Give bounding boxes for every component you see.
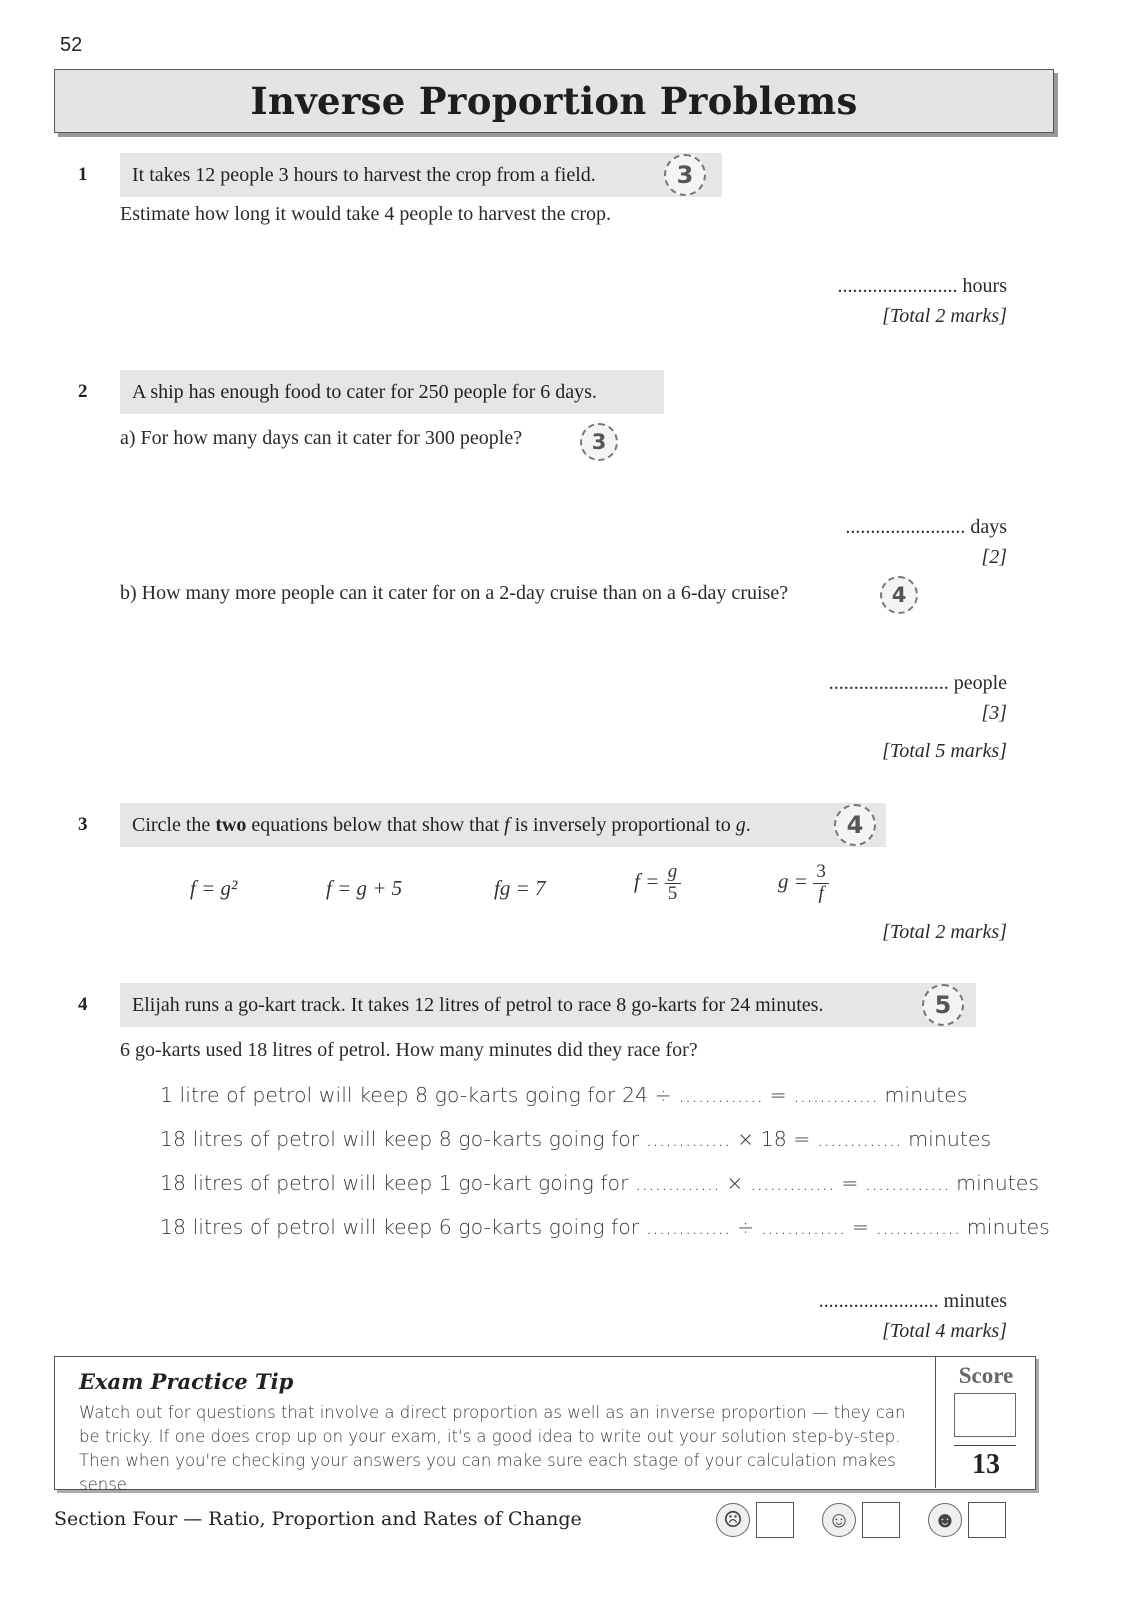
equation-option-4[interactable]: f = $\frac{g}{5}$ <box>634 862 681 905</box>
question-2b-text: b) How many more people can it cater for on a 2-day cruise than on a 6-day cruise? <box>120 582 789 604</box>
score-label: Score <box>958 1363 1014 1388</box>
question-4-answer-line[interactable]: ........................ minutes <box>818 1290 1007 1312</box>
question-1-number: 1 <box>78 164 88 185</box>
working-line-4[interactable]: 18 litres of petrol will keep 6 go-karts going for ............. ÷ ............. = ............. minutes <box>160 1215 1050 1239</box>
section-footer: Section Four — Ratio, Proportion and Rates of Change <box>54 1508 582 1530</box>
question-4-text: 6 go-karts used 18 litres of petrol. How many minutes did they race for? <box>120 1039 698 1061</box>
equation-option-5[interactable]: g = $\frac{3}{f}$ <box>778 862 829 905</box>
grade-4-icon: 4 <box>880 576 918 614</box>
grade-3-icon: 3 <box>664 154 706 196</box>
question-4-prompt-band <box>120 983 976 1027</box>
neutral-face-icon: ☺ <box>822 1503 856 1537</box>
question-2-total-marks: [Total 5 marks] <box>882 740 1007 762</box>
title-banner <box>54 69 1054 133</box>
question-2-prompt-band <box>120 370 664 414</box>
unhappy-tick-box[interactable] <box>756 1502 794 1538</box>
exam-tip-box <box>54 1356 1036 1494</box>
question-2a-text: a) For how many days can it cater for 300 people? <box>120 427 523 449</box>
happy-face-icon: ☻ <box>928 1503 962 1537</box>
exam-tip-text: Watch out for questions that involve a direct proportion as well as an inverse proportion — they can be tricky. If one does crop up on your exam, it's a good idea to write out your solution step-by-step. Then when you're checking your answers you can make sure each stage of your calculation makes sense. <box>79 1403 906 1494</box>
question-1-total-marks: [Total 2 marks] <box>882 305 1007 327</box>
working-line-3[interactable]: 18 litres of petrol will keep 1 go-kart going for ............. × ............. = ............. minutes <box>160 1171 1040 1195</box>
question-4-number: 4 <box>78 994 88 1015</box>
working-line-2[interactable]: 18 litres of petrol will keep 8 go-karts going for ............. × 18 = ............. minutes <box>160 1127 992 1151</box>
unhappy-face-icon: ☹ <box>716 1503 750 1537</box>
equation-option-1[interactable]: f = g² <box>190 876 238 900</box>
question-1-answer-line[interactable]: ........................ hours <box>837 275 1007 297</box>
question-2a-marks: [2] <box>981 546 1007 568</box>
question-4-total-marks: [Total 4 marks] <box>882 1320 1007 1342</box>
question-1-text: Estimate how long it would take 4 people to harvest the crop. <box>120 203 611 225</box>
neutral-tick-box[interactable] <box>862 1502 900 1538</box>
page-number: 52 <box>60 34 83 56</box>
equation-option-2[interactable]: f = g + 5 <box>326 876 403 900</box>
question-3-total-marks: [Total 2 marks] <box>882 921 1007 943</box>
score-total: 13 <box>972 1449 1000 1480</box>
score-input-box[interactable] <box>954 1393 1016 1437</box>
question-3-prompt-band <box>120 803 886 847</box>
page-title: Inverse Proportion Problems <box>250 79 858 123</box>
question-2-prompt: A ship has enough food to cater for 250 people for 6 days. <box>132 380 597 403</box>
question-2-number: 2 <box>78 381 88 402</box>
working-line-1[interactable]: 1 litre of petrol will keep 8 go-karts going for 24 ÷ ............. = ............. minutes <box>160 1083 968 1107</box>
question-3-prompt: Circle the two equations below that show that f is inversely proportional to g. <box>132 813 751 836</box>
equation-option-3[interactable]: fg = 7 <box>494 876 546 900</box>
question-2b-answer-line[interactable]: ........................ people <box>828 672 1007 694</box>
question-2b-marks: [3] <box>981 702 1007 724</box>
score-panel <box>935 1357 1035 1488</box>
question-4-prompt: Elijah runs a go-kart track. It takes 12 litres of petrol to race 8 go-karts for 24 minutes. <box>132 993 824 1016</box>
happy-tick-box[interactable] <box>968 1502 1006 1538</box>
grade-4-icon: 4 <box>834 804 876 846</box>
grade-5-icon: 5 <box>922 984 964 1026</box>
question-1-prompt-band <box>120 153 722 197</box>
grade-3-icon: 3 <box>580 423 618 461</box>
score-divider <box>954 1445 1016 1446</box>
question-2a-answer-line[interactable]: ........................ days <box>845 516 1007 538</box>
question-3-number: 3 <box>78 814 88 835</box>
question-1-prompt: It takes 12 people 3 hours to harvest the crop from a field. <box>132 163 596 186</box>
exam-tip-title: Exam Practice Tip <box>79 1369 294 1394</box>
